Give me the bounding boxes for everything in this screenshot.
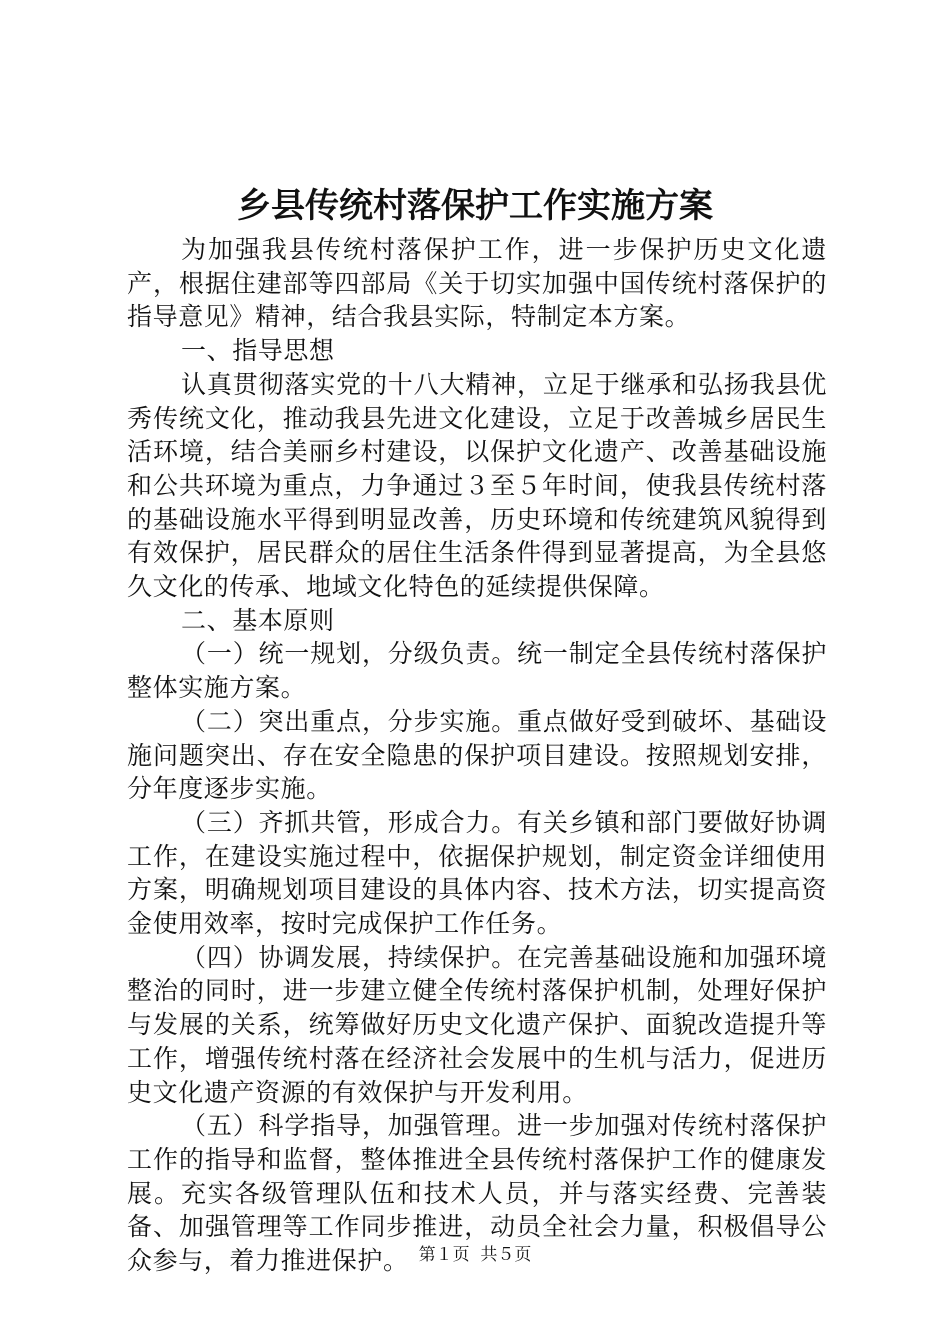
principle-2-paragraph: （二）突出重点，分步实施。重点做好受到破坏、基础设施问题突出、存在安全隐患的保护项目建设。按照规划安排，分年度逐步实施。 [127, 706, 827, 804]
principle-4-paragraph: （四）协调发展，持续保护。在完善基础设施和加强环境整治的同时，进一步建立健全传统村落保护机制，处理好保护与发展的关系，统筹做好历史文化遗产保护、面貌改造提升等工作，增强传统村落在经济社会发展中的生机与活力，促进历史文化遗产资源的有效保护与开发利用。 [127, 942, 827, 1107]
section-heading-basic-principles: 二、基本原则 [181, 605, 335, 635]
page-total: 共５页 [480, 1245, 532, 1265]
document-body [127, 233, 827, 1278]
principle-3-paragraph: （三）齐抓共管，形成合力。有关乡镇和部门要做好协调工作，在建设实施过程中，依据保护规划，制定资金详细使用方案，明确规划项目建设的具体内容、技术方法，切实提高资金使用效率，按时完成保护工作任务。 [127, 807, 827, 939]
page-footer [0, 1243, 950, 1267]
section-heading-guiding-ideology: 一、指导思想 [181, 336, 335, 366]
principle-1-paragraph: （一）统一规划，分级负责。统一制定全县传统村落保护整体实施方案。 [127, 639, 827, 703]
guiding-ideology-paragraph: 认真贯彻落实党的十八大精神，立足于继承和弘扬我县优秀传统文化，推动我县先进文化建设，立足于改善城乡居民生活环境，结合美丽乡村建设，以保护文化遗产、改善基础设施和公共环境为重点，力争通过３至５年时间，使我县传统村落的基础设施水平得到明显改善，历史环境和传统建筑风貌得到有效保护，居民群众的居住生活条件得到显著提高，为全县悠久文化的传承、地域文化特色的延续提供保障。 [127, 369, 827, 602]
principle-5-paragraph: （五）科学指导，加强管理。进一步加强对传统村落保护工作的指导和监督，整体推进全县传统村落保护工作的健康发展。充实各级管理队伍和技术人员，并与落实经费、完善装备、加强管理等工作同步推进，动员全社会力量，积极倡导公众参与，着力推进保护。 [127, 1111, 827, 1276]
document-title: 乡县传统村落保护工作实施方案 [237, 186, 713, 226]
intro-paragraph: 为加强我县传统村落保护工作，进一步保护历史文化遗产，根据住建部等四部局《关于切实加强中国传统村落保护的指导意见》精神，结合我县实际，特制定本方案。 [127, 235, 827, 332]
page-number: 第１页 [418, 1245, 470, 1265]
